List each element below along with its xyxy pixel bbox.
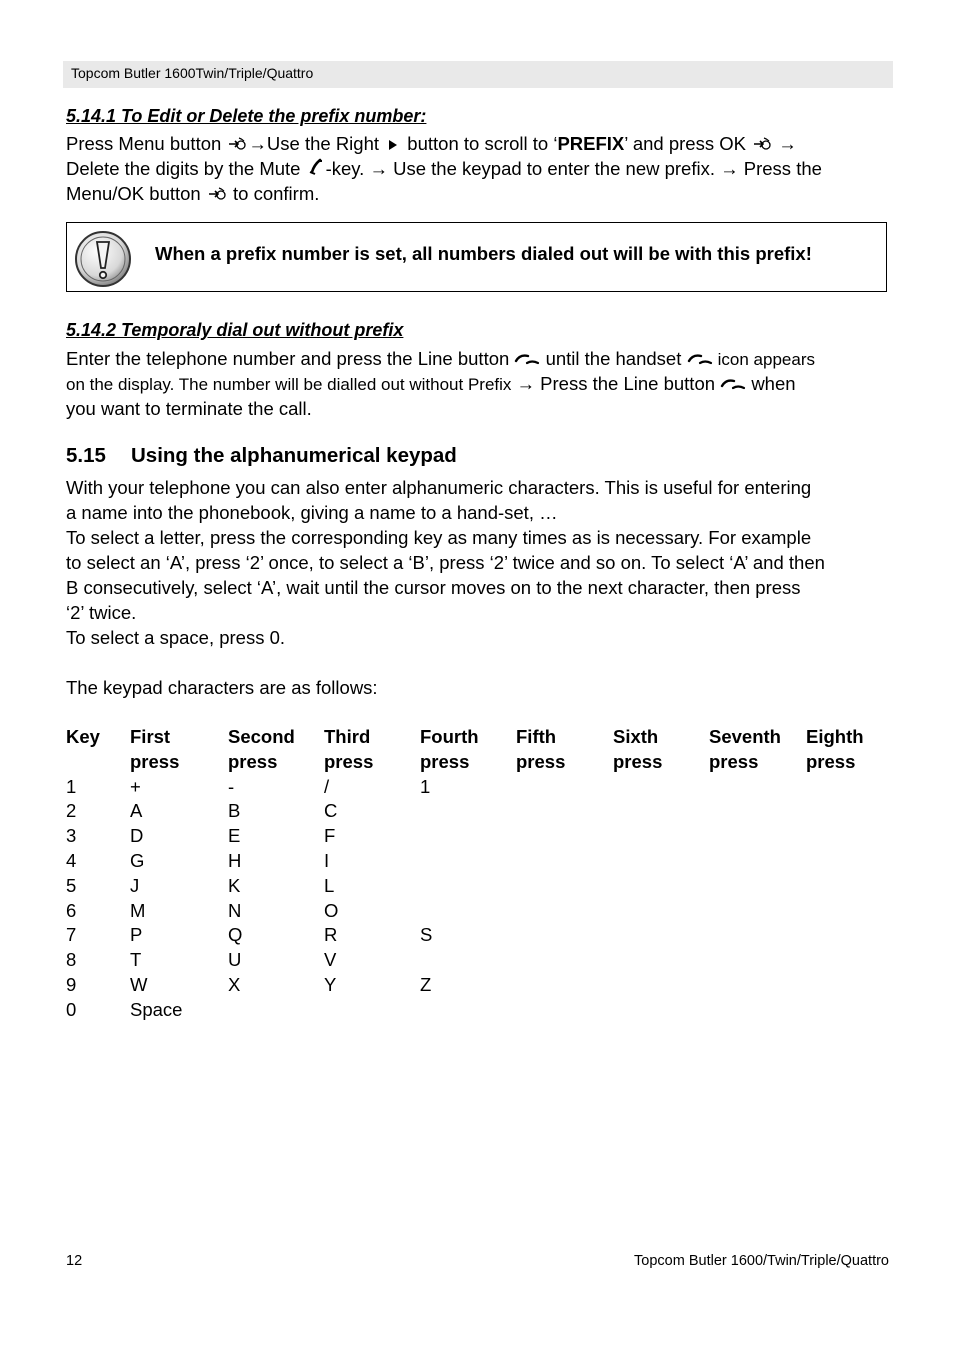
- table-cell: +: [130, 775, 141, 797]
- prefix-keyword: PREFIX: [557, 133, 625, 154]
- table-cell: [806, 899, 896, 924]
- text: Enter the telephone number and press the Line button: [66, 348, 510, 369]
- table-cell: T: [130, 949, 142, 971]
- table-cell: K: [228, 874, 241, 896]
- table-row: [66, 899, 896, 924]
- table-header-cell: Seventh press: [709, 726, 781, 772]
- table-row: [66, 948, 896, 973]
- table-cell: J: [130, 874, 140, 896]
- table-cell: [516, 998, 613, 1023]
- table-cell: [516, 824, 613, 849]
- table-cell: [806, 923, 896, 948]
- table-header-cell: Sixth press: [613, 726, 663, 772]
- text: when: [751, 373, 796, 394]
- text: button to scroll to ‘: [407, 133, 558, 154]
- text: Menu/OK button: [66, 183, 201, 204]
- table-cell: 3: [66, 825, 77, 847]
- table-cell: 1: [66, 775, 77, 797]
- table-cell: [324, 998, 420, 1023]
- table-cell: [516, 775, 613, 800]
- table-cell: V: [324, 949, 337, 971]
- paragraph-5-14-1-line-2: [66, 156, 822, 183]
- table-cell: [806, 824, 896, 849]
- table-cell: [516, 849, 613, 874]
- table-cell: E: [228, 825, 241, 847]
- section-title-text: Using the alphanumerical keypad: [131, 444, 457, 467]
- table-row: [66, 849, 896, 874]
- table-cell: [709, 849, 806, 874]
- text: ’ and press OK: [624, 133, 746, 154]
- section-number: 5.15: [66, 444, 106, 467]
- table-cell: Q: [228, 924, 243, 946]
- paragraph-5-14-1-line-1: [66, 131, 797, 158]
- header-title: Topcom Butler 1600Twin/Triple/Quattro: [71, 65, 314, 81]
- subsection-5-14-1-heading: 5.14.1 To Edit or Delete the prefix number:: [66, 106, 427, 126]
- table-cell: [613, 923, 709, 948]
- paragraph-line: With your telephone you can also enter alphanumeric characters. This is useful for entering: [66, 477, 812, 498]
- table-cell: [709, 948, 806, 973]
- table-header-cell: Third press: [324, 726, 374, 772]
- table-cell: [806, 998, 896, 1023]
- table-cell: [516, 948, 613, 973]
- table-cell: P: [130, 924, 143, 946]
- right-arrow-icon: [384, 133, 402, 158]
- table-cell: X: [228, 973, 241, 995]
- paragraph-line: The keypad characters are as follows:: [66, 677, 378, 698]
- table-cell: [709, 799, 806, 824]
- table-cell: [613, 874, 709, 899]
- text: -key. → Use the keypad to enter the new prefix. → Press the: [325, 158, 822, 179]
- table-cell: I: [324, 849, 330, 871]
- table-header-cell: First press: [130, 726, 180, 772]
- table-cell: [613, 973, 709, 998]
- subsection-5-14-2-heading: 5.14.2 Temporaly dial out without prefix: [66, 320, 404, 340]
- text: icon appears: [717, 350, 815, 369]
- table-cell: S: [420, 924, 433, 946]
- table-cell: F: [324, 825, 336, 847]
- table-cell: 1: [420, 775, 431, 797]
- mute-icon: [306, 157, 326, 183]
- paragraph-5-14-1-line-3: [66, 181, 319, 208]
- table-row: [66, 775, 896, 800]
- text: on the display. The number will be dialled out without Prefix: [66, 375, 512, 394]
- table-header-row: [66, 725, 896, 775]
- table-cell: N: [228, 899, 242, 921]
- table-cell: [420, 948, 516, 973]
- table-cell: [613, 824, 709, 849]
- table-cell: U: [228, 949, 242, 971]
- table-cell: [516, 899, 613, 924]
- table-row: [66, 923, 896, 948]
- table-cell: [420, 799, 516, 824]
- table-cell: [516, 799, 613, 824]
- table-cell: [613, 998, 709, 1023]
- table-cell: [420, 849, 516, 874]
- table-cell: [709, 998, 806, 1023]
- table-cell: O: [324, 899, 339, 921]
- table-cell: [709, 973, 806, 998]
- table-cell: M: [130, 899, 146, 921]
- table-cell: 4: [66, 849, 77, 871]
- text: Delete the digits by the Mute: [66, 158, 301, 179]
- table-cell: [613, 799, 709, 824]
- keypad-table: [66, 725, 896, 1023]
- table-cell: C: [324, 800, 338, 822]
- table-cell: B: [228, 800, 241, 822]
- table-cell: H: [228, 849, 242, 871]
- note-text: When a prefix number is set, all numbers dialed out will be with this prefix!: [155, 243, 812, 264]
- paragraph-line: To select a letter, press the corresponding key as many times as is necessary. For example: [66, 527, 812, 548]
- table-row: [66, 799, 896, 824]
- table-cell: [228, 998, 324, 1023]
- table-cell: [806, 874, 896, 899]
- section-5-15-title: [66, 444, 457, 468]
- table-cell: L: [324, 874, 335, 896]
- menu-ok-icon: [751, 133, 773, 158]
- table-cell: [806, 849, 896, 874]
- table-cell: G: [130, 849, 145, 871]
- table-cell: [516, 973, 613, 998]
- table-cell: 7: [66, 924, 77, 946]
- table-cell: [420, 824, 516, 849]
- text: →Use the Right: [248, 133, 380, 154]
- paragraph-5-14-2-line-2: [66, 371, 796, 398]
- paragraph-5-14-2-line-1: [66, 346, 815, 373]
- table-cell: [709, 923, 806, 948]
- table-cell: D: [130, 825, 144, 847]
- paragraph-line: B consecutively, select ‘A’, wait until the cursor moves on to the next character, then press: [66, 577, 801, 598]
- page-number: 12: [66, 1253, 83, 1269]
- table-cell: 2: [66, 800, 77, 822]
- table-cell: [420, 874, 516, 899]
- table-row: [66, 973, 896, 998]
- table-cell: [613, 899, 709, 924]
- table-cell: 5: [66, 874, 77, 896]
- table-cell: [613, 849, 709, 874]
- table-cell: 9: [66, 973, 77, 995]
- table-cell: /: [324, 775, 330, 797]
- text: until the handset: [545, 348, 682, 369]
- table-cell: 6: [66, 899, 77, 921]
- table-cell: W: [130, 973, 148, 995]
- table-cell: [806, 799, 896, 824]
- line-handset-icon: [514, 348, 540, 373]
- warning-exclamation-icon: [74, 230, 132, 288]
- table-cell: [709, 899, 806, 924]
- table-cell: [709, 824, 806, 849]
- table-cell: Y: [324, 973, 337, 995]
- table-cell: [420, 998, 516, 1023]
- table-cell: [613, 775, 709, 800]
- table-cell: 0: [66, 998, 77, 1020]
- table-cell: [709, 775, 806, 800]
- table-row: [66, 824, 896, 849]
- text: to confirm.: [233, 183, 320, 204]
- table-header-cell: Second press: [228, 726, 295, 772]
- table-cell: [516, 923, 613, 948]
- paragraph-line: ‘2’ twice.: [66, 602, 137, 623]
- table-header-cell: Fifth press: [516, 726, 566, 772]
- menu-ok-icon: [226, 133, 248, 158]
- table-cell: [806, 775, 896, 800]
- table-cell: [709, 874, 806, 899]
- table-cell: Z: [420, 973, 432, 995]
- table-cell: R: [324, 924, 338, 946]
- table-cell: [613, 948, 709, 973]
- text: Press Menu button: [66, 133, 222, 154]
- table-row: [66, 874, 896, 899]
- table-cell: [420, 899, 516, 924]
- text: →: [778, 133, 797, 154]
- table-cell: [806, 973, 896, 998]
- table-cell: [806, 948, 896, 973]
- table-header-cell: Key: [66, 726, 100, 747]
- paragraph-5-14-2-line-3: you want to terminate the call.: [66, 398, 312, 419]
- paragraph-line: To select a space, press 0.: [66, 627, 286, 648]
- table-cell: 8: [66, 949, 77, 971]
- table-header-cell: Fourth press: [420, 726, 479, 772]
- line-handset-icon: [687, 348, 713, 373]
- table-header-cell: Eighth press: [806, 726, 864, 772]
- text: → Press the Line button: [516, 373, 716, 394]
- table-cell: -: [228, 775, 235, 797]
- table-row: [66, 998, 896, 1023]
- paragraph-line: to select an ‘A’, press ‘2’ once, to select a ‘B’, press ‘2’ twice and so on. To select ‘A’ and then: [66, 552, 825, 573]
- paragraph-line: a name into the phonebook, giving a name to a hand-set, …: [66, 502, 558, 523]
- table-cell: Space: [130, 998, 183, 1020]
- line-handset-icon: [720, 373, 746, 398]
- table-cell: A: [130, 800, 143, 822]
- table-cell: [516, 874, 613, 899]
- footer-title: Topcom Butler 1600/Twin/Triple/Quattro: [634, 1253, 889, 1269]
- menu-ok-icon: [206, 183, 228, 208]
